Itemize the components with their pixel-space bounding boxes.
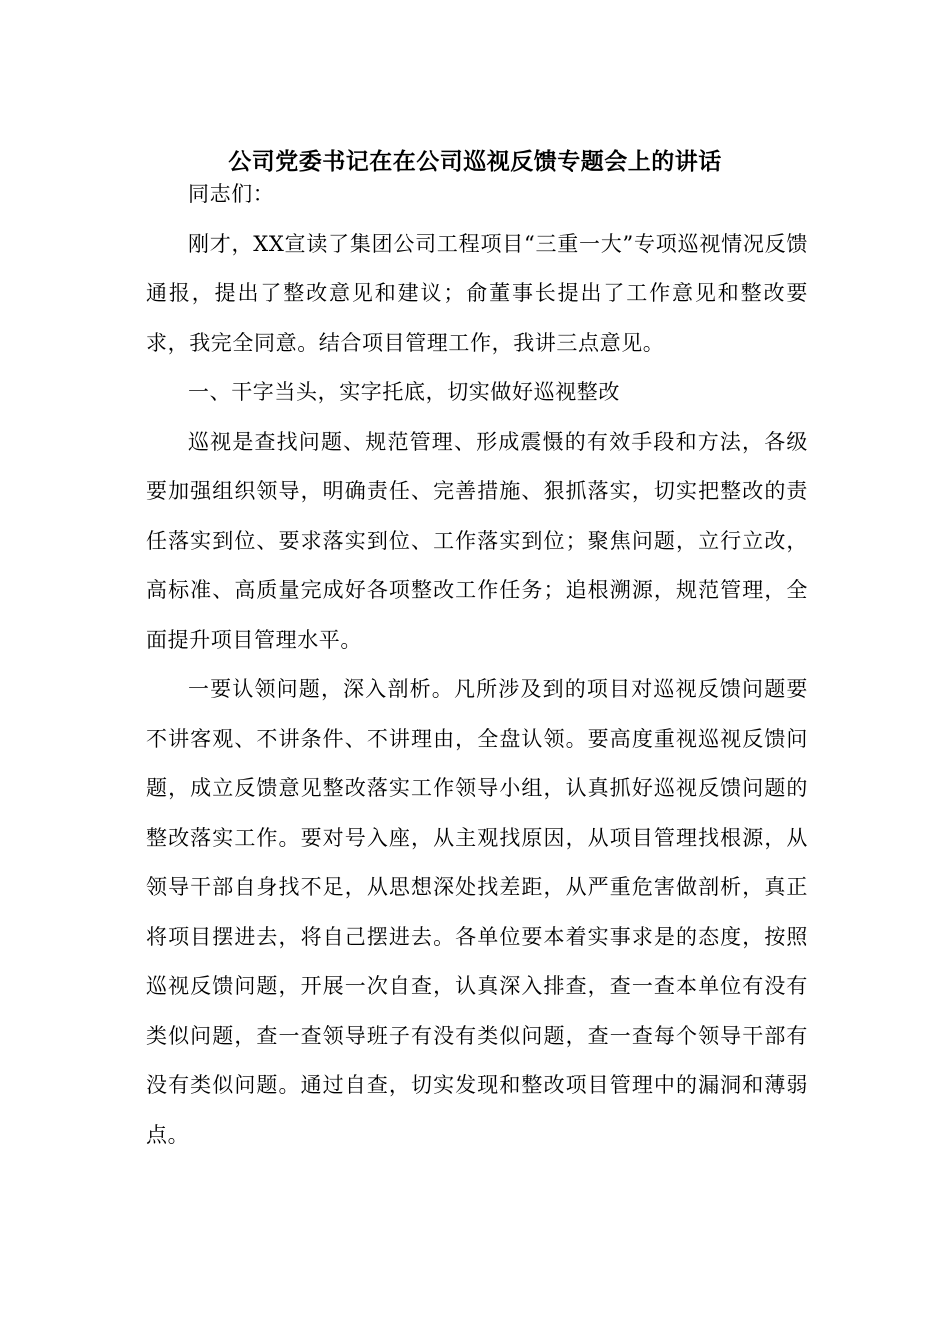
document-body bbox=[146, 170, 808, 1160]
paragraph-inspection: 巡视是查找问题、规范管理、形成震慑的有效手段和方法，各级要加强组织领导，明确责任、完善措施、狠抓落实，切实把整改的责任落实到位、要求落实到位、工作落实到位；聚焦问题，立行立改，高标准、高质量完成好各项整改工作任务；追根溯源，规范管理，全面提升项目管理水平。 bbox=[146, 429, 808, 652]
paragraph-claim-issues: 一要认领问题，深入剖析。凡所涉及到的项目对巡视反馈问题要不讲客观、不讲条件、不讲理由，全盘认领。要高度重视巡视反馈问题，成立反馈意见整改落实工作领导小组，认真抓好巡视反馈问题的整改落实工作。要对号入座，从主观找原因，从项目管理找根源，从领导干部自身找不足，从思想深处找差距，从严重危害做剖析，真正将项目摆进去，将自己摆进去。各单位要本着实事求是的态度，按照巡视反馈问题，开展一次自查，认真深入排查，查一查本单位有没有类似问题，查一查领导班子有没有类似问题，查一查每个领导干部有没有类似问题。通过自查，切实发现和整改项目管理中的漏洞和薄弱点。 bbox=[146, 677, 808, 1147]
salutation: 同志们： bbox=[188, 182, 275, 206]
paragraph-opening: 刚才，XX宣读了集团公司工程项目“三重一大”专项巡视情况反馈通报，提出了整改意见和建议；俞董事长提出了工作意见和整改要求，我完全同意。结合项目管理工作，我讲三点意见。 bbox=[146, 231, 808, 355]
document-title: 公司党委书记在在公司巡视反馈专题会上的讲话 bbox=[228, 148, 722, 175]
section-heading-1: 一、干字当头，实字托底，切实做好巡视整改 bbox=[188, 380, 620, 404]
